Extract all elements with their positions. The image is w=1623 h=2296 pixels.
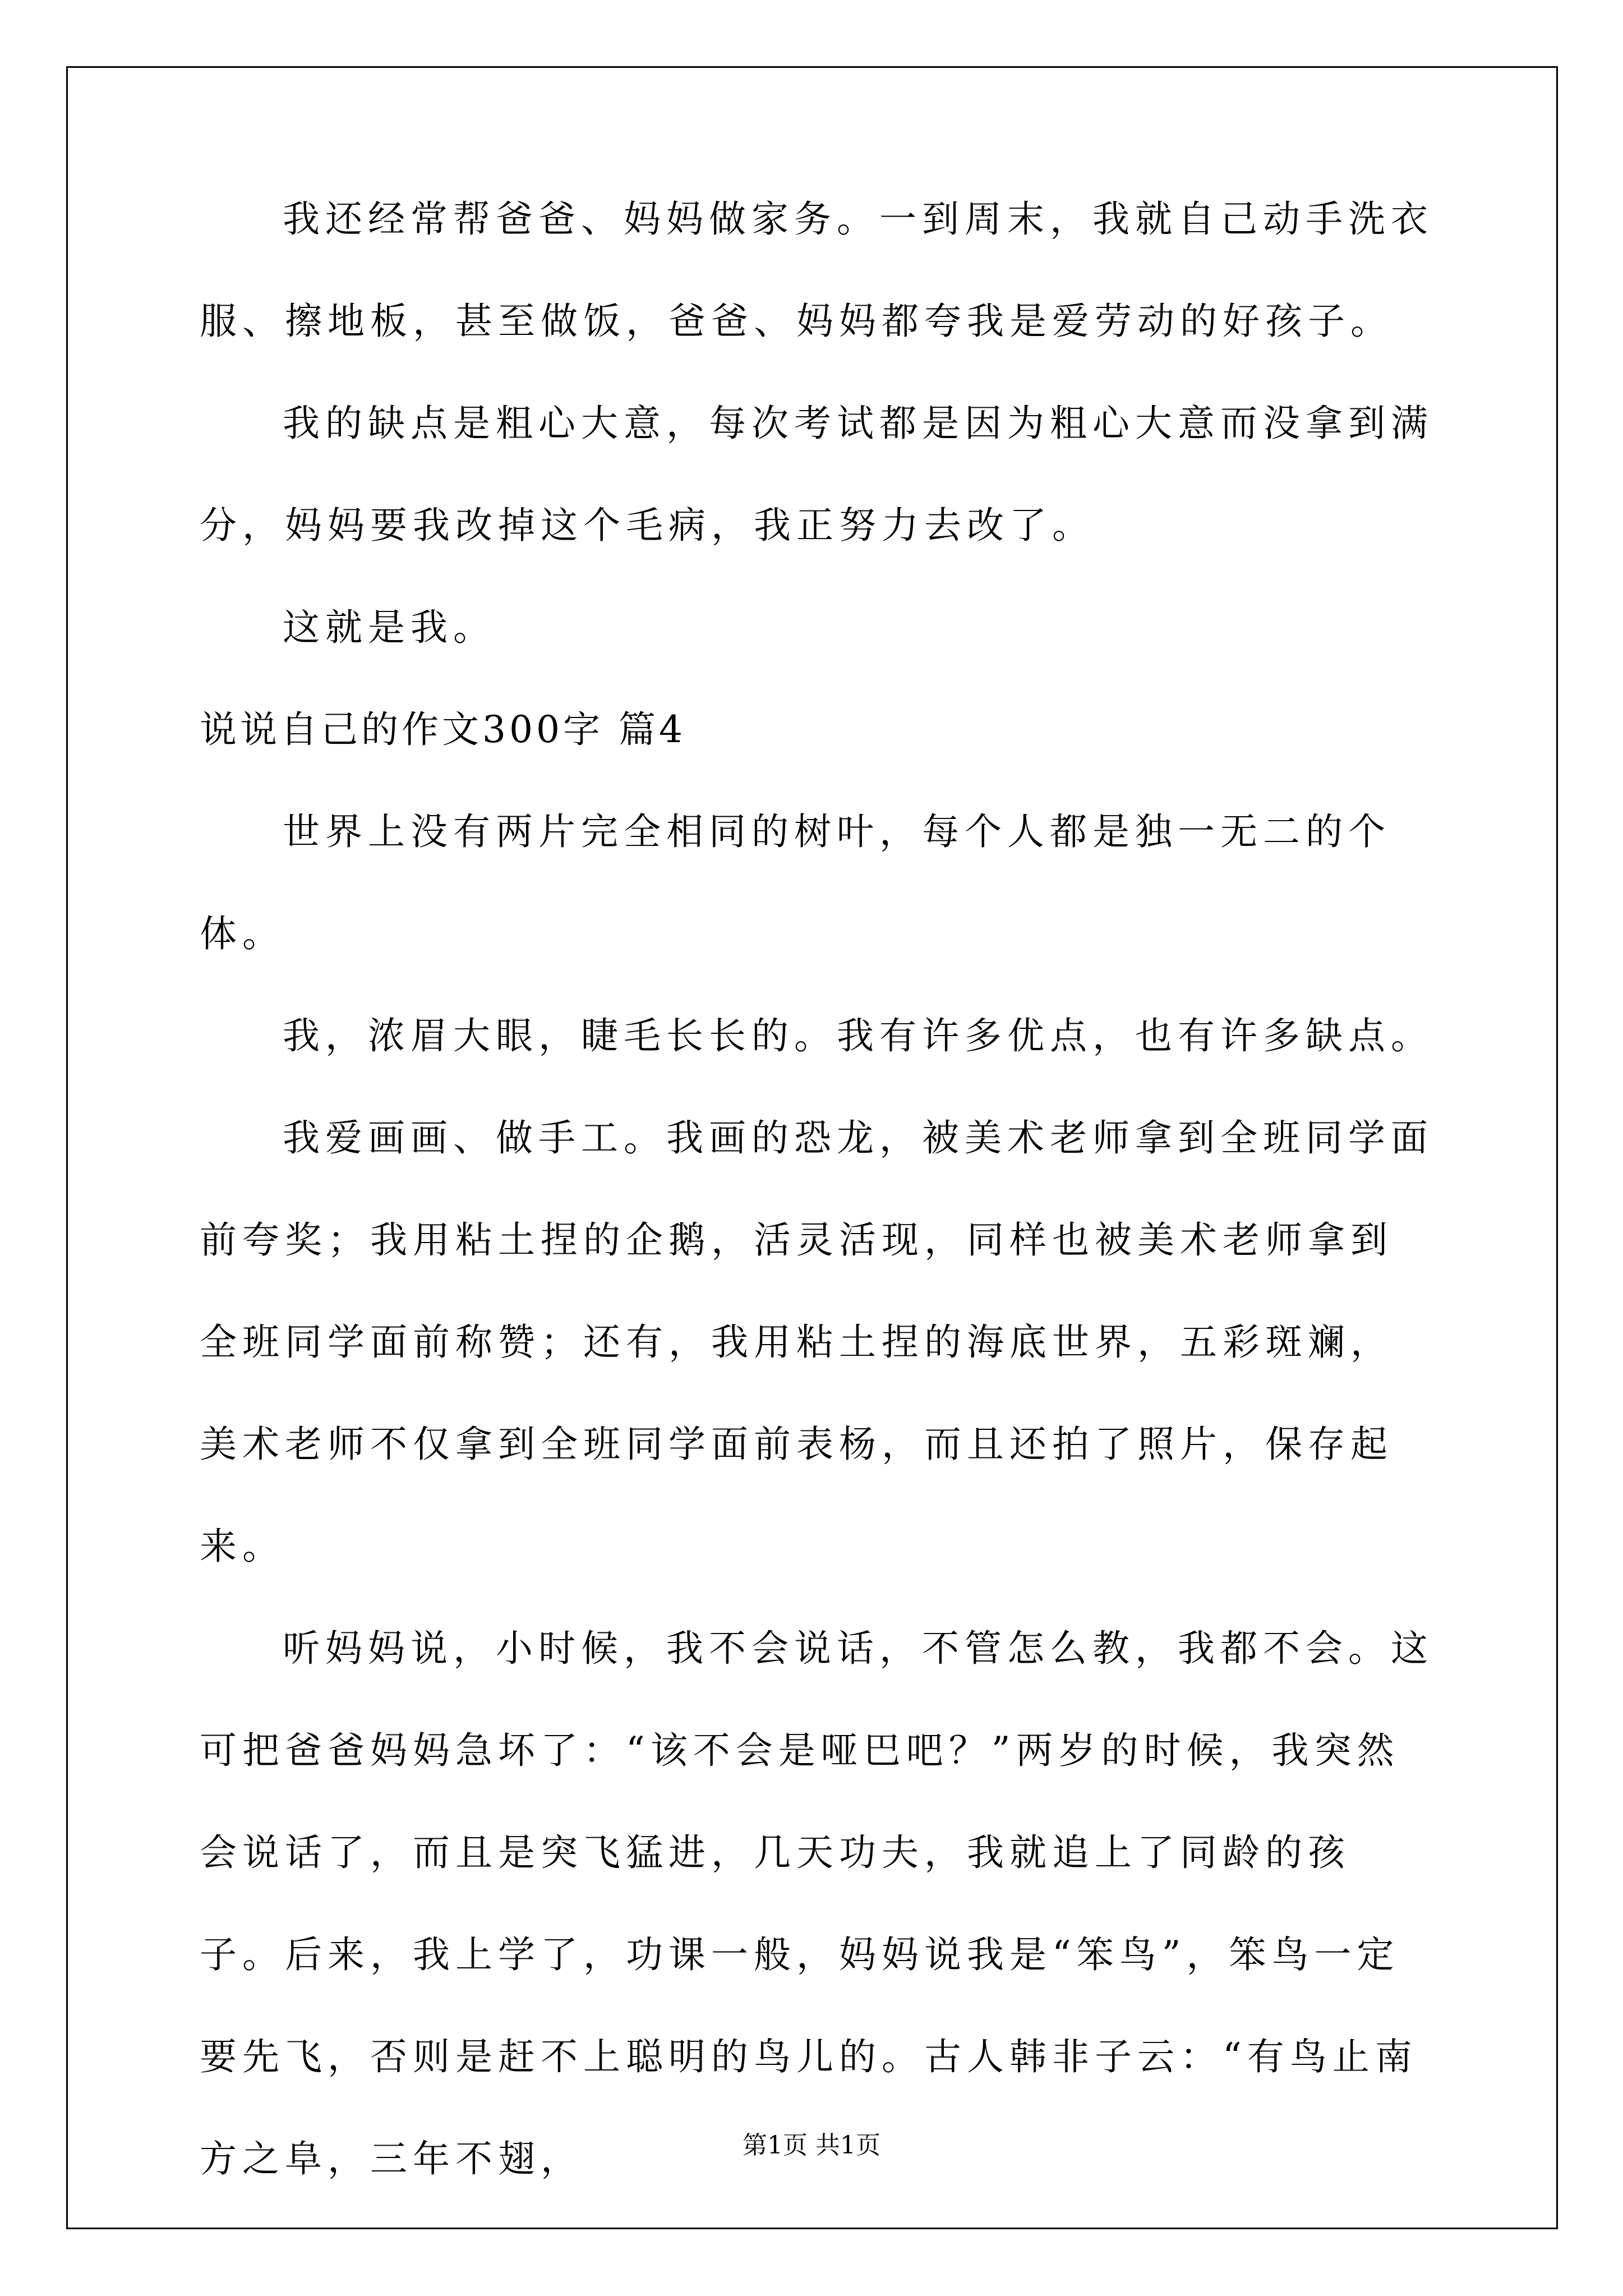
paragraph: 我的缺点是粗心大意，每次考试都是因为粗心大意而没拿到满分，妈妈要我改掉这个毛病，我正努力去改了。 [200,402,1433,547]
paragraph: 听妈妈说，小时候，我不会说话，不管怎么教，我都不会。这可把爸爸妈妈急坏了：“该不会是哑巴吧？”两岁的时候，我突然会说话了，而且是突飞猛进，几天功夫，我就追上了同龄的孩子。后来，我上学了，功课一般，妈妈说我是“笨鸟”，笨鸟一定要先飞，否则是赶不上聪明的鸟儿的。古人韩非子云：“有鸟止南方之阜，三年不翅， [200,1627,1433,2180]
paragraph: 我还经常帮爸爸、妈妈做家务。一到周末，我就自己动手洗衣服、擦地板，甚至做饭，爸爸、妈妈都夸我是爱劳动的好孩子。 [200,197,1433,343]
page-footer: 第1页 共1页 [743,2131,880,2160]
document-body [200,168,1433,2210]
section-heading: 说说自己的作文300字 篇4 [200,708,686,751]
paragraph: 世界上没有两片完全相同的树叶，每个人都是独一无二的个体。 [200,810,1391,955]
paragraph: 我，浓眉大眼，睫毛长长的。我有许多优点，也有许多缺点。 [283,1014,1433,1057]
paragraph: 这就是我。 [283,606,496,649]
paragraph: 我爱画画、做手工。我画的恐龙，被美术老师拿到全班同学面前夸奖；我用粘土捏的企鹅，活灵活现，同样也被美术老师拿到全班同学面前称赞；还有，我用粘土捏的海底世界，五彩斑斓，美术老师不仅拿到全班同学面前表杨，而且还拍了照片，保存起来。 [200,1116,1433,1568]
